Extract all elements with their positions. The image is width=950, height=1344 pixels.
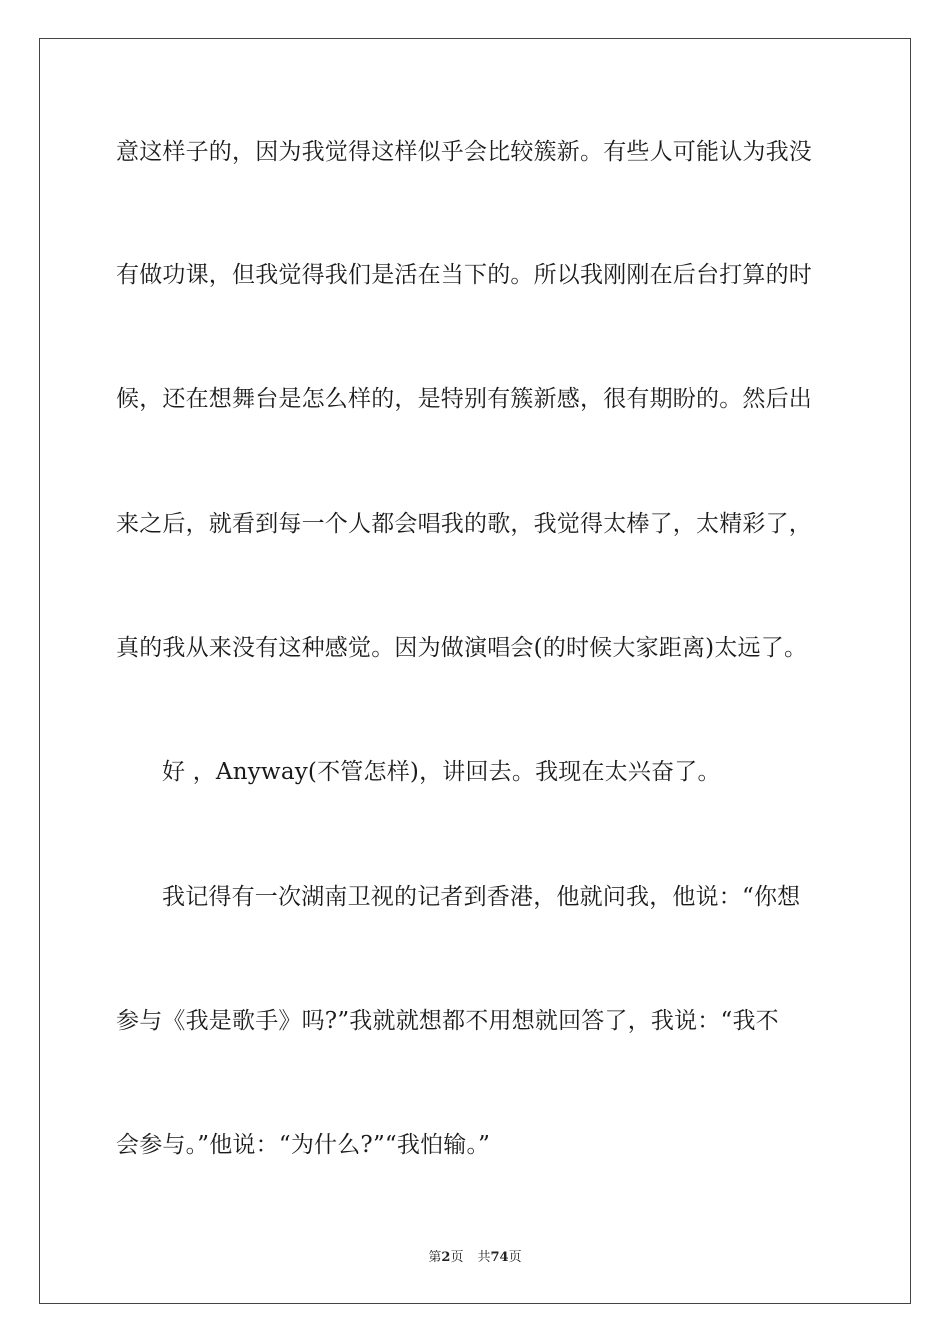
- text-line-8: 参与《我是歌手》吗?”我就就想都不用想就回答了，我说：“我不: [116, 1008, 779, 1034]
- text-line-7: 我记得有一次湖南卫视的记者到香港，他就问我，他说：“你想: [162, 884, 801, 910]
- page-footer: [0, 1246, 950, 1265]
- page-border: [39, 38, 911, 1304]
- page-suffix: 页: [450, 1250, 464, 1265]
- text-line-3: 候，还在想舞台是怎么样的，是特别有簇新感，很有期盼的。然后出: [116, 386, 812, 412]
- total-suffix: 页: [508, 1250, 522, 1265]
- total-prefix: 共: [477, 1250, 491, 1265]
- text-line-2: 有做功课，但我觉得我们是活在当下的。所以我刚刚在后台打算的时: [116, 262, 812, 288]
- text-line-4: 来之后，就看到每一个人都会唱我的歌，我觉得太棒了，太精彩了，: [116, 511, 812, 537]
- text-line-9: 会参与。”他说：“为什么?”“我怕输。”: [116, 1132, 491, 1158]
- page-prefix: 第: [428, 1250, 442, 1265]
- page-number: 2: [441, 1250, 451, 1265]
- text-line-1: 意这样子的，因为我觉得这样似乎会比较簇新。有些人可能认为我没: [116, 139, 812, 165]
- text-line-5: 真的我从来没有这种感觉。因为做演唱会(的时候大家距离)太远了。: [116, 635, 808, 661]
- total-pages: 74: [490, 1250, 509, 1265]
- text-line-6: 好 ，Anyway(不管怎样)，讲回去。我现在太兴奋了。: [162, 759, 721, 785]
